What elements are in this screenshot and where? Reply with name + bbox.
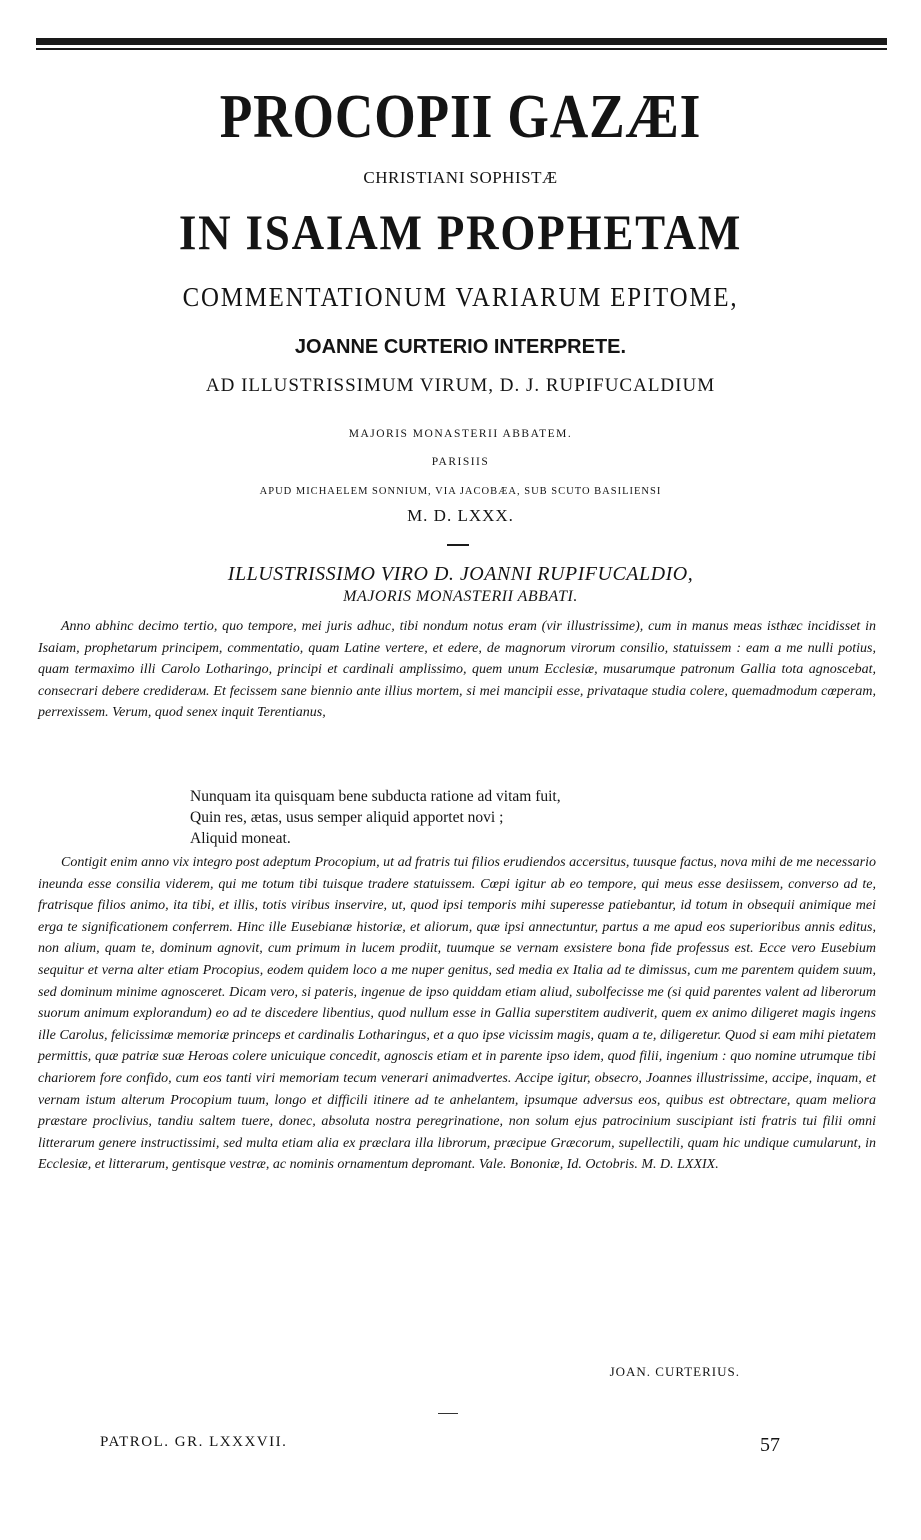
- title-subtitle: COMMENTATIONUM VARIARUM EPITOME,: [182, 282, 739, 312]
- page-number: 57: [760, 1434, 780, 1456]
- top-rule: [36, 38, 887, 45]
- title-interpreter: JOANNE CURTERIO INTERPRETE.: [294, 336, 627, 358]
- imprint-city: PARISIIS: [431, 456, 490, 468]
- signature: JOAN. CURTERIUS.: [609, 1364, 740, 1379]
- footer-series: PATROL. GR. LXXXVII.: [100, 1434, 288, 1450]
- title-abbot: MAJORIS MONASTERII ABBATEM.: [348, 428, 573, 440]
- title-main: IN ISAIAM PROPHETAM: [178, 204, 743, 260]
- dedication-paragraph-2: Contigit enim anno vix integro post adeptum Procopium, ut ad fratris tui filios erudiendos accersitus, tuusque factus, nova mihi de me necessario ineunda esse consilia viderem, qui me totum tibi tuisque tradere statuissem. Cœpi igitur ab eo tempore, qui meus esse desiissem, converso ad te, fratrisque filios animo, ita tibi, et illis, totis viribus inservire, ut, quod ipsi temporis mihi superesse patiebantur, id totum in obsequii animique mei erga te significationem conferrem. Hinc ille Eusebianæ historiæ, et aliorum, quæ ipsi annectuntur, partus a me apud eos superioribus annis editus, non alium, quam te, dominum agnovit, cum primum in lucem prodiit, tuumque se vernam exsistere bona fide professus est. Ecce vero Eusebium sequitur et verna alter etiam Procopius, eodem quidem loco a me nuper genitus, sed media ex Italia ad te dimissus, cum me parentem quidem suum, sed dominum minime agnosceret. Dicam vero, si pateris, ingenue de ipso quiddam etiam aliud, subolfecisse me (si quid parentes valent ad liberorum suorum animum explorandum) eo ad te discedere libentius, quod nullum esse in Gallia superstitem audiverit, quem ex animo diligeret magis ingens ille Carolus, felicissimæ memoriæ princeps et cardinalis Lotharingus, et a quo ipse vicissim magis, quam a te, diligeretur. Quod si eam mihi pietatem permittis, quæ patriæ suæ Heroas colere unicuique concedit, agnoscis etiam et in parente ipso idem, quod filii, ingenium : quo nomine utrumque tibi chariorem fore confido, cum eos tanti viri memoriam tecum venerari animadvertes. Accipe igitur, obsecro, Joannes illustrissime, accipe, inquam, et vernam istum alterum Procopium tuum, longo et difficili itinere ad te anhelantem, ipsumque adversus eos, quibus est obtrectare, quam meliora præstare proclivius, tandiu saltem tuere, donec, absoluta nostra peregrinatione, non solum ejus patrocinium suscipiant isti fratris tui filii omni litterarum genere instructissimi, sed multa etiam alia ex præclara illa librorum, præcipue Græcorum, supellectili, quam hic undique cumularunt, in Ecclesiæ, et litterarum, gentisque vestræ, ac nominis ornamentum depromant. Vale. Bononiæ, Id. Octobris. M. D. LXXIX.: [38, 855, 876, 1173]
- imprint-publisher: APUD MICHAELEM SONNIUM, VIA JACOBÆA, SUB SCUTO BASILIENSI: [259, 486, 662, 497]
- dedication-subheading: MAJORIS MONASTERII ABBATI.: [343, 588, 578, 605]
- dedication-paragraph-1: Anno abhinc decimo tertio, quo tempore, mei juris adhuc, tibi nondum notus eram (vir illustrissime), cum in manus meas isthæc incidisset in Isaiam, prophetarum principem, commentatio, quam Latine vertere, et edere, de magnorum virorum consilio, statuissem : eam a me nulli potius, quam termaximo illi Carolo Lotharingo, principi et cardinali amplissimo, quem unum Ecclesiæ, musarumque patronum Gallia tota agnoscebat, consecrari debere crediderам. Et fecissem sane biennio ante illius mortem, si mei mancipii esse, privataque studia colere, quemadmodum cœperam, perrexissem. Verum, quod senex inquit Terentianus,: [38, 619, 876, 721]
- top-rule-thin: [36, 48, 887, 50]
- title-dedicatee: AD ILLUSTRISSIMUM VIRUM, D. J. RUPIFUCALDIUM: [205, 375, 716, 396]
- verse-line: Aliquid moneat.: [190, 830, 291, 847]
- dedication-heading: ILLUSTRISSIMO VIRO D. JOANNI RUPIFUCALDIO,: [227, 563, 694, 585]
- imprint-year: M. D. LXXX.: [407, 506, 514, 525]
- verse-line: Quin res, ætas, usus semper aliquid apportet novi ;: [190, 809, 504, 826]
- verse-line: Nunquam ita quisquam bene subducta ratione ad vitam fuit,: [190, 788, 561, 805]
- verse-quote: [190, 786, 750, 849]
- title-descriptor: CHRISTIANI SOPHISTÆ: [363, 168, 558, 187]
- footer-divider: [438, 1413, 458, 1414]
- title-author: PROCOPII GAZÆI: [219, 83, 702, 151]
- section-divider: [447, 544, 469, 546]
